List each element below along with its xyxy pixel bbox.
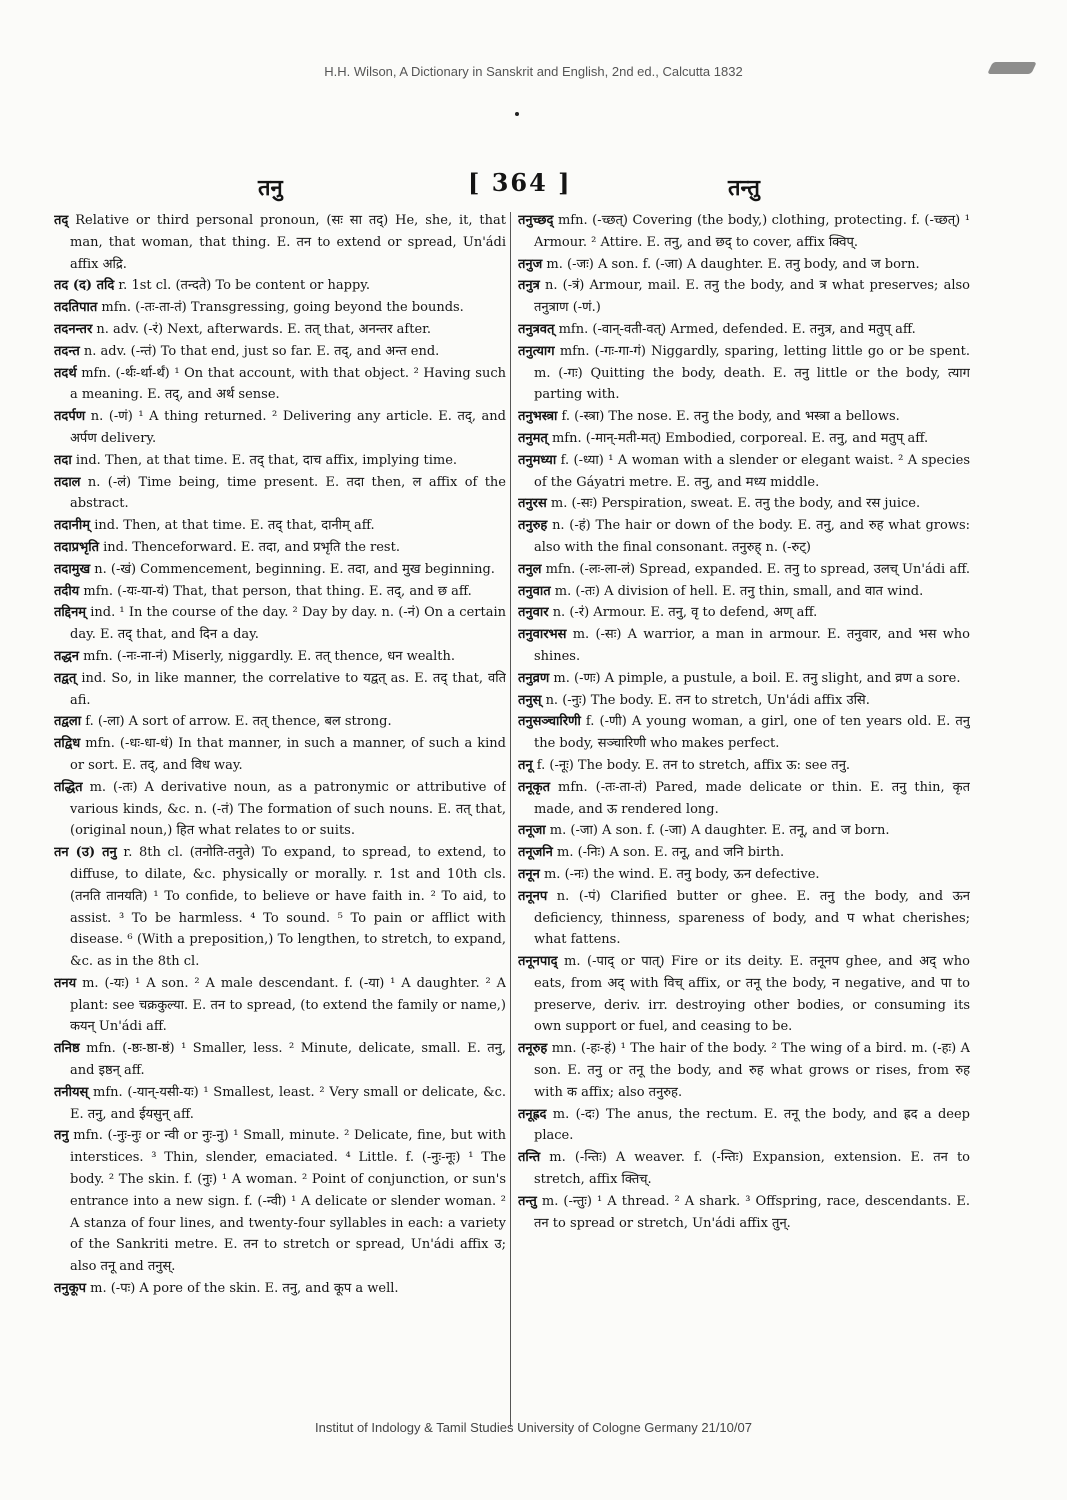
entry-headword: तनूह्रद bbox=[518, 1106, 547, 1122]
entry-definition: m. (-तः) A division of hell. E. तनु thin, small, and वात wind. bbox=[554, 583, 924, 599]
entry-definition: mfn. (-यः-या-यं) That, that person, that thing. E. तद्, and छ aff. bbox=[83, 583, 472, 599]
entry-headword: तनुस् bbox=[518, 692, 542, 708]
entry-definition: mfn. (-यान्-यसी-यः) ¹ Smallest, least. ² Very small or delicate, &c. E. तनु, and ईयसुन् aff. bbox=[70, 1084, 506, 1122]
entry-definition: m. (-सः) A warrior, a man in armour. E. तनुवार, and भस who shines. bbox=[534, 627, 970, 664]
dictionary-entry bbox=[54, 842, 506, 973]
entry-definition: mfn. (-तः-ता-तं) Pared, made delicate or thin. E. तनु thin, कृत made, and ऊ rendered long. bbox=[534, 779, 970, 817]
entry-headword: तद्वत् bbox=[54, 670, 77, 686]
dictionary-entry bbox=[54, 537, 506, 559]
entry-definition: r. 8th cl. (तनोति-तनुते) To expand, to spread, to extend, to diffuse, to dilate, &c. physically or morally. r. 1st and 10th cls. (तनति तानयति) ¹ To confide, to believe or have faith in. ² To aid, to assist. ³ To be harmless. ⁴ To sound. ⁵ To pain or afflict with disease. ⁶ (With a preposition,) To lengthen, to stretch, to expand, &c. as in the 8th cl. bbox=[70, 845, 506, 970]
dictionary-entry bbox=[54, 515, 506, 537]
entry-definition: Relative or third personal pronoun, (सः सा तद्) He, she, it, that man, that woman, that thing. E. तन to extend or spread, Un'ádi affix अद्रि. bbox=[70, 213, 506, 272]
entry-headword: तनूनप bbox=[518, 888, 548, 904]
entry-definition: mfn. (-च्छत्) Covering (the body,) clothing, protecting. f. (-च्छत्) ¹ Armour. ² Attire. E. तनु, and छद् to cover, affix क्विप्. bbox=[534, 213, 970, 250]
entry-headword: तदीय bbox=[54, 583, 80, 599]
dictionary-entry bbox=[518, 275, 970, 319]
entry-definition: m. (-दः) The anus, the rectum. E. तनू the body, and ह्रद a deep place. bbox=[534, 1106, 970, 1144]
entry-headword: तनुभस्त्रा bbox=[518, 409, 558, 425]
entry-definition: m. (-पः) A pore of the skin. E. तनु, and कूप a well. bbox=[90, 1281, 399, 1297]
entry-headword: तनुत्र bbox=[518, 278, 540, 294]
entry-headword: तनुवारभस bbox=[518, 627, 567, 643]
entry-definition: n. (-हं) The hair or down of the body. E. तनु, and रुह what grows: also with the final consonant. तनुरुह् n. (-रुट्) bbox=[534, 518, 970, 555]
entry-headword: तदर्पण bbox=[54, 409, 86, 425]
left-column bbox=[54, 210, 506, 1435]
right-running-head: तन्तु bbox=[728, 175, 760, 201]
entry-definition: mfn. (-गः-गा-गं) Niggardly, sparing, letting little go or be spent. m. (-गः) Quitting the body, death. E. तनु little or the body, त्याग parting with. bbox=[534, 343, 970, 403]
entry-headword: तनुरस bbox=[518, 496, 547, 512]
entry-headword: तनुव्रण bbox=[518, 670, 550, 686]
entry-definition: mfn. (-तः-ता-तं) Transgressing, going beyond the bounds. bbox=[101, 300, 464, 316]
entry-headword: तनू bbox=[518, 757, 533, 773]
entry-definition: r. 1st cl. (तन्दते) To be content or happy. bbox=[118, 278, 371, 294]
dictionary-entry bbox=[54, 1082, 506, 1126]
entry-definition: m. (-नः) the wind. E. तनु body, ऊन defective. bbox=[543, 866, 820, 882]
entry-definition: n. (-खं) Commencement, beginning. E. तदा, and मुख beginning. bbox=[94, 561, 495, 577]
entry-definition: m. (-तः) A derivative noun, as a patronymic or attributive of various kinds, &c. n. (-तं) The formation of such nouns. E. तत् that, (original noun,) हित what relates to or suits. bbox=[70, 779, 506, 839]
entry-definition: ind. Then, at that time. E. तद् that, दाच affix, implying time. bbox=[75, 452, 458, 468]
dictionary-entry bbox=[518, 515, 970, 559]
dictionary-entry bbox=[54, 668, 506, 712]
dictionary-entry bbox=[54, 777, 506, 842]
entry-headword: तनूरुह bbox=[518, 1041, 548, 1057]
right-column bbox=[518, 210, 970, 1435]
dictionary-entry bbox=[54, 297, 506, 319]
entry-headword: तनूकृत bbox=[518, 779, 551, 795]
entry-definition: f. (-ध्या) ¹ A woman with a slender or elegant waist. ² A species of the Gáyatri metre. E. तनु, and मध्य middle. bbox=[534, 452, 970, 490]
dictionary-entry bbox=[54, 341, 506, 363]
entry-headword: तनुवार bbox=[518, 605, 549, 621]
entry-headword: तदामुख bbox=[54, 561, 91, 577]
dictionary-entry bbox=[518, 690, 970, 712]
page-header bbox=[0, 168, 1067, 202]
entry-definition: mfn. (-मान्-मती-मत्) Embodied, corporeal. E. तनु, and मतुप् aff. bbox=[551, 430, 929, 446]
dictionary-entry bbox=[518, 820, 970, 842]
entry-headword: तनीयस् bbox=[54, 1084, 89, 1100]
entry-headword: तद्वला bbox=[54, 714, 82, 730]
dictionary-entry bbox=[518, 581, 970, 603]
dictionary-entry bbox=[518, 1147, 970, 1191]
entry-headword: तदाप्रभृति bbox=[54, 539, 99, 555]
entry-definition: m. (-सः) Perspiration, sweat. E. तनु the body, and रस juice. bbox=[550, 496, 921, 512]
footer-note: Institut of Indology & Tamil Studies University of Cologne Germany 21/10/07 bbox=[315, 1420, 752, 1435]
entry-definition: f. (-ला) A sort of arrow. E. तत् thence, बल strong. bbox=[85, 714, 392, 730]
entry-headword: तनुत्रवत् bbox=[518, 321, 555, 337]
dictionary-entry bbox=[518, 319, 970, 341]
scan-smudge bbox=[987, 62, 1037, 74]
dictionary-entry bbox=[518, 254, 970, 276]
entry-definition: f. (-स्त्रा) The nose. E. तनु the body, and भस्त्रा a bellows. bbox=[561, 409, 900, 425]
column-divider bbox=[510, 212, 511, 1427]
entry-definition: mn. (-हः-हं) ¹ The hair of the body. ² The wing of a bird. m. (-हः) A son. E. तनु or तनू the body, and रुह what grows or rises, from रुह with क affix; also तनुरुह. bbox=[534, 1041, 970, 1100]
dictionary-entry bbox=[54, 1038, 506, 1082]
dictionary-entry bbox=[518, 1038, 970, 1103]
entry-definition: m. (-णः) A pimple, a pustule, a boil. E. तनु slight, and व्रण a sore. bbox=[553, 670, 961, 686]
dictionary-entry bbox=[54, 1125, 506, 1278]
entry-headword: तन्ति bbox=[518, 1150, 541, 1166]
entry-headword: तदा bbox=[54, 452, 72, 468]
ink-dot bbox=[515, 112, 519, 116]
entry-definition: n. adv. (-न्तं) To that end, just so far. E. तद्, and अन्त end. bbox=[83, 343, 440, 359]
dictionary-entry bbox=[518, 755, 970, 777]
entry-headword: तनुमध्या bbox=[518, 452, 557, 468]
entry-definition: m. (-न्तिः) A weaver. f. (-न्तिः) Expansion, extension. E. तन to stretch, affix क्तिच्. bbox=[534, 1150, 970, 1188]
entry-headword: तनून bbox=[518, 866, 540, 882]
entry-headword: तदनन्तर bbox=[54, 321, 93, 337]
dictionary-entry bbox=[54, 559, 506, 581]
entry-headword: तदाल bbox=[54, 474, 81, 490]
dictionary-entry bbox=[54, 406, 506, 450]
dictionary-entry bbox=[54, 1278, 506, 1300]
entry-headword: तन (उ) तनु bbox=[54, 845, 117, 861]
dictionary-entry bbox=[54, 363, 506, 407]
entry-definition: mfn. (-ष्ठः-ष्ठा-ष्ठं) ¹ Smaller, less. ² Minute, delicate, small. E. तनु, and इष्ठन् aff. bbox=[70, 1041, 506, 1079]
entry-definition: m. (-निः) A son. E. तनू, and जनि birth. bbox=[557, 845, 785, 861]
entry-headword: तनुच्छद् bbox=[518, 213, 554, 228]
dictionary-entry bbox=[54, 472, 506, 516]
entry-definition: n. (-णं) ¹ A thing returned. ² Delivering any article. E. तद्, and अर्पण delivery. bbox=[70, 409, 506, 446]
dictionary-entry bbox=[518, 951, 970, 1038]
dictionary-entry bbox=[518, 711, 970, 755]
page-number: [ 364 ] bbox=[468, 168, 572, 197]
entry-headword: तनु bbox=[54, 1128, 69, 1144]
left-running-head: तनु bbox=[258, 175, 283, 201]
entry-headword: तनुत्याग bbox=[518, 343, 555, 359]
dictionary-entry bbox=[518, 450, 970, 494]
entry-definition: n. (-त्रं) Armour, mail. E. तनु the body, and त्र what preserves; also तनुत्राण (-णं.) bbox=[534, 278, 970, 316]
entry-definition: f. (-नूः) The body. E. तन to stretch, affix ऊ: see तनु. bbox=[536, 757, 851, 773]
entry-definition: m. (-पाद् or पात्) Fire or its deity. E. तनूनप ghee, and अद् who eats, from अद् with विच् affix, or तनू the body, न negative, and पा to preserve, deriv. irr. destroying other bodies, or consuming its own support or fuel, and ceasing to be. bbox=[534, 954, 970, 1035]
entry-definition: m. (-जा) A son. f. (-जा) A daughter. E. तनू, and ज born. bbox=[549, 823, 890, 839]
dictionary-entry bbox=[518, 1191, 970, 1235]
entry-definition: mfn. (-र्थः-र्था-र्थं) ¹ On that account, with that object. ² Having such a meaning. E. तद्, and अर्थ sense. bbox=[70, 365, 506, 403]
entry-headword: तनुकूप bbox=[54, 1281, 86, 1297]
entry-headword: तनुसञ्चारिणी bbox=[518, 714, 581, 730]
entry-headword: तद् bbox=[54, 213, 69, 228]
entry-definition: n. (-नुः) The body. E. तन to stretch, Un'ádi affix उसि. bbox=[545, 692, 870, 708]
dictionary-entry bbox=[54, 275, 506, 297]
dictionary-entry bbox=[54, 450, 506, 472]
dictionary-entry bbox=[518, 406, 970, 428]
entry-headword: तदन्त bbox=[54, 343, 80, 359]
entry-headword: तनिष्ठ bbox=[54, 1041, 80, 1057]
entry-headword: तनुवात bbox=[518, 583, 551, 599]
entry-headword: तनूजा bbox=[518, 823, 546, 839]
entry-definition: n. (-लं) Time being, time present. E. तदा then, ल affix of the abstract. bbox=[70, 474, 506, 512]
entry-definition: mfn. (-लः-ला-लं) Spread, expanded. E. तनु to spread, उलच् Un'ádi aff. bbox=[545, 561, 970, 577]
entry-definition: f. (-णी) A young woman, a girl, one of ten years old. E. तनु the body, सञ्चारिणी who makes perfect. bbox=[534, 714, 970, 752]
entry-headword: तनुरुह bbox=[518, 518, 548, 534]
entry-definition: ind. ¹ In the course of the day. ² Day by day. n. (-नं) On a certain day. E. तद् that, and दिन a day. bbox=[70, 605, 506, 643]
dictionary-entry bbox=[518, 602, 970, 624]
dictionary-entry bbox=[518, 559, 970, 581]
entry-headword: तद्विध bbox=[54, 736, 81, 752]
entry-definition: ind. Then, at that time. E. तद् that, दानीम् aff. bbox=[94, 518, 375, 534]
entry-headword: तनुमत् bbox=[518, 430, 548, 446]
entry-headword: तदतिपात bbox=[54, 300, 98, 316]
entry-definition: mfn. (-धः-धा-धं) In that manner, in such a manner, of such a kind or sort. E. तद्, and विध way. bbox=[70, 736, 506, 773]
dictionary-entry bbox=[54, 711, 506, 733]
entry-definition: mfn. (-नुः-नुः or न्वी or नुः-नु) ¹ Small, minute. ² Delicate, fine, but with interstices. ³ Thin, slender, emaciated. ⁴ Little. f. (-नुः-नूः) ¹ The body. ² The skin. f. (नुः) ¹ A woman. ² Point of conjunction, or sun's entrance into a new sign. f. (-न्वी) ¹ A delicate or slender woman. ² A stanza of four lines, and twenty-four syllables in each: a variety of the Sankriti metre. E. तन to stretch or spread, Un'ádi affix उ; also तनू and तनुस्. bbox=[70, 1128, 506, 1275]
dictionary-entry bbox=[518, 428, 970, 450]
dictionary-entry bbox=[518, 842, 970, 864]
entry-headword: तदर्थ bbox=[54, 365, 77, 381]
entry-headword: तद (द) तदि bbox=[54, 278, 115, 294]
entry-definition: mfn. (-वान्-वती-वत्) Armed, defended. E. तनुत्र, and मतुप् aff. bbox=[558, 321, 916, 337]
dictionary-entry bbox=[54, 581, 506, 603]
entry-definition: m. (-जः) A son. f. (-जा) A daughter. E. तनु body, and ज born. bbox=[546, 256, 920, 272]
entry-definition: n. (-पं) Clarified butter or ghee. E. तनु the body, and ऊन deficiency, thinness, spareness of body, and प what cherishes; what fattens. bbox=[534, 888, 970, 948]
entry-headword: तनूजनि bbox=[518, 845, 553, 861]
entry-headword: तद्धन bbox=[54, 648, 80, 664]
entry-headword: तनुल bbox=[518, 561, 542, 577]
dictionary-entry bbox=[518, 1104, 970, 1148]
entry-definition: ind. Thenceforward. E. तदा, and प्रभृति the rest. bbox=[103, 539, 400, 555]
dictionary-entry bbox=[54, 210, 506, 275]
dictionary-entry bbox=[54, 602, 506, 646]
entry-headword: तद्धित bbox=[54, 779, 83, 795]
source-citation: H.H. Wilson, A Dictionary in Sanskrit and English, 2nd ed., Calcutta 1832 bbox=[324, 64, 743, 79]
entry-definition: mfn. (-नः-ना-नं) Miserly, niggardly. E. तत् thence, धन wealth. bbox=[83, 648, 456, 664]
dictionary-entry bbox=[518, 493, 970, 515]
entry-headword: तनय bbox=[54, 975, 77, 991]
dictionary-entry bbox=[54, 733, 506, 777]
dictionary-entry bbox=[518, 668, 970, 690]
entry-headword: तन्तु bbox=[518, 1193, 537, 1209]
dictionary-entry bbox=[518, 341, 970, 406]
dictionary-entry bbox=[54, 973, 506, 1038]
dictionary-entry bbox=[518, 624, 970, 668]
dictionary-entry bbox=[518, 210, 970, 254]
dictionary-entry bbox=[518, 886, 970, 951]
entry-headword: तनुज bbox=[518, 256, 543, 272]
entry-definition: n. (-रं) Armour. E. तनु, वृ to defend, अण् aff. bbox=[552, 605, 818, 621]
entry-definition: m. (-न्तुः) ¹ A thread. ² A shark. ³ Offspring, race, descendants. E. तन to spread or stretch, Un'ádi affix तुन्. bbox=[534, 1193, 970, 1231]
entry-headword: तनूनपाद् bbox=[518, 954, 558, 970]
entry-definition: ind. So, in like manner, the correlative to यद्वत् as. E. तद् that, वति afi. bbox=[70, 670, 506, 708]
dictionary-entry bbox=[518, 864, 970, 886]
dictionary-entry bbox=[54, 319, 506, 341]
dictionary-entry bbox=[518, 777, 970, 821]
entry-definition: m. (-यः) ¹ A son. ² A male descendant. f. (-या) ¹ A daughter. ² A plant: see चक्रकुल्या. E. तन to spread, (to extend the family or name,) कयन् Un'ádi aff. bbox=[70, 975, 506, 1035]
entry-headword: तदानीम् bbox=[54, 518, 91, 534]
entry-headword: तद्दिनम् bbox=[54, 605, 87, 621]
dictionary-entry bbox=[54, 646, 506, 668]
entry-definition: n. adv. (-रं) Next, afterwards. E. तत् that, अनन्तर after. bbox=[96, 321, 432, 337]
